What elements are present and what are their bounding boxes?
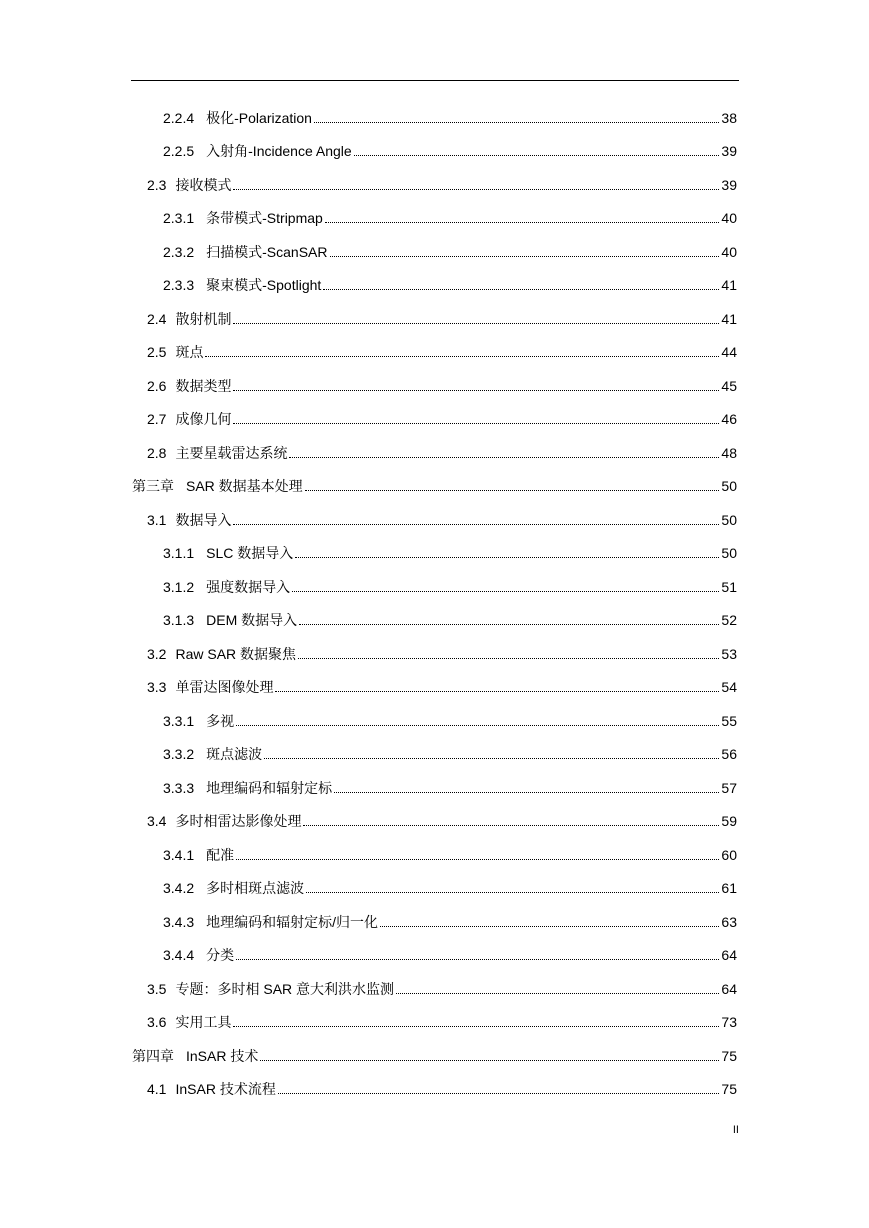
toc-entry[interactable] [132, 470, 737, 504]
toc-entry-number: 2.7 [147, 411, 167, 428]
dot-leader [354, 155, 719, 156]
toc-entry-title: 扫描模式-ScanSAR [206, 243, 328, 260]
toc-entry-number: 3.4 [147, 813, 167, 830]
toc-entry-number: 第四章 [132, 1047, 174, 1064]
toc-entry-page: 53 [721, 645, 737, 662]
toc-entry-page: 48 [721, 444, 737, 461]
toc-entry-title: 入射角-Incidence Angle [206, 143, 352, 160]
toc-entry[interactable] [147, 336, 737, 370]
toc-entry-title: 配准 [206, 846, 235, 863]
dot-leader [233, 524, 719, 525]
toc-entry-number: 2.3.1 [163, 210, 195, 227]
toc-entry[interactable] [163, 235, 737, 269]
toc-entry[interactable] [147, 1073, 737, 1107]
dot-leader [334, 792, 719, 793]
toc-entry-title: 散射机制 [175, 310, 232, 327]
toc-entry-title: 接收模式 [175, 176, 232, 193]
toc-entry-title: 多时相斑点滤波 [206, 880, 305, 897]
toc-entry-number: 3.3 [147, 679, 167, 696]
toc-entry-page: 39 [721, 176, 737, 193]
toc-entry-number: 3.1.1 [163, 545, 195, 562]
toc-entry-number: 3.3.3 [163, 779, 195, 796]
toc-entry-number: 2.6 [147, 377, 167, 394]
toc-entry-title: 斑点滤波 [206, 746, 263, 763]
toc-entry-title: 地理编码和辐射定标/归一化 [206, 913, 379, 930]
toc-entry-page: 64 [721, 947, 737, 964]
toc-entry-page: 50 [721, 545, 737, 562]
toc-entry-title: 极化-Polarization [206, 109, 312, 126]
toc-entry-title: 强度数据导入 [206, 578, 291, 595]
toc-entry[interactable] [163, 570, 737, 604]
dot-leader [289, 457, 719, 458]
toc-entry-page: 73 [721, 1014, 737, 1031]
toc-entry-page: 44 [721, 344, 737, 361]
toc-entry-page: 61 [721, 880, 737, 897]
toc-entry[interactable] [147, 637, 737, 671]
toc-entry[interactable] [147, 369, 737, 403]
toc-entry-page: 75 [721, 1047, 737, 1064]
toc-entry[interactable] [163, 269, 737, 303]
toc-entry[interactable] [147, 972, 737, 1006]
toc-entry-page: 41 [721, 310, 737, 327]
toc-entry-number: 2.8 [147, 444, 167, 461]
toc-entry-number: 3.4.2 [163, 880, 195, 897]
toc-entry-title: InSAR 技术流程 [175, 1081, 276, 1098]
toc-entry[interactable] [132, 1039, 737, 1073]
dot-leader [233, 423, 719, 424]
toc-entry[interactable] [163, 704, 737, 738]
toc-entry[interactable] [163, 872, 737, 906]
toc-entry-title: 单雷达图像处理 [175, 679, 274, 696]
toc-entry[interactable] [163, 101, 737, 135]
dot-leader [314, 122, 719, 123]
toc-entry-number: 3.1.3 [163, 612, 195, 629]
dot-leader [233, 390, 719, 391]
toc-entry-title: 主要星载雷达系统 [175, 444, 288, 461]
toc-entry-number: 2.2.5 [163, 143, 195, 160]
toc-entry-page: 39 [721, 143, 737, 160]
toc-entry-page: 45 [721, 377, 737, 394]
toc-entry[interactable] [147, 436, 737, 470]
toc-entry-page: 63 [721, 913, 737, 930]
dot-leader [396, 993, 719, 994]
toc-entry-page: 55 [721, 712, 737, 729]
toc-entry-title: 数据导入 [175, 511, 232, 528]
toc-entry-title: 聚束模式-Spotlight [206, 277, 322, 294]
toc-entry[interactable] [147, 302, 737, 336]
toc-entry-title: 斑点 [175, 344, 204, 361]
dot-leader [233, 189, 719, 190]
toc-entry[interactable] [163, 537, 737, 571]
toc-entry-title: 实用工具 [175, 1014, 232, 1031]
toc-entry-page: 56 [721, 746, 737, 763]
toc-entry-number: 3.3.2 [163, 746, 195, 763]
toc-entry-number: 3.4.1 [163, 846, 195, 863]
page-number: II [732, 1124, 739, 1136]
toc-entry-number: 3.1.2 [163, 578, 195, 595]
toc-entry-page: 52 [721, 612, 737, 629]
toc-entry-number: 2.3 [147, 176, 167, 193]
toc-entry[interactable] [163, 939, 737, 973]
dot-leader [306, 892, 719, 893]
toc-entry[interactable] [147, 671, 737, 705]
toc-entry-number: 3.4.4 [163, 947, 195, 964]
toc-entry-page: 54 [721, 679, 737, 696]
toc-entry-page: 50 [721, 511, 737, 528]
toc-entry-number: 4.1 [147, 1081, 167, 1098]
toc-entry-number: 2.4 [147, 310, 167, 327]
toc-entry-number: 2.2.4 [163, 109, 195, 126]
toc-entry-title: SLC 数据导入 [206, 545, 294, 562]
toc-entry[interactable] [147, 1006, 737, 1040]
dot-leader [295, 557, 719, 558]
toc-entry-title: 条带模式-Stripmap [206, 210, 323, 227]
toc-entry-page: 64 [721, 980, 737, 997]
toc-entry[interactable] [147, 403, 737, 437]
toc-entry-title: 地理编码和辐射定标 [206, 779, 333, 796]
dot-leader [298, 658, 719, 659]
dot-leader [233, 1026, 719, 1027]
toc-entry[interactable] [147, 168, 737, 202]
toc-entry[interactable] [163, 905, 737, 939]
toc-entry-page: 41 [721, 277, 737, 294]
toc-entry-title: DEM 数据导入 [206, 612, 298, 629]
toc-entry-title: InSAR 技术 [186, 1047, 259, 1064]
dot-leader [205, 356, 719, 357]
toc-entry-number: 3.1 [147, 511, 167, 528]
dot-leader [236, 959, 719, 960]
toc-entry-number: 3.6 [147, 1014, 167, 1031]
dot-leader [303, 825, 719, 826]
toc-entry-page: 46 [721, 411, 737, 428]
toc-entry[interactable] [163, 738, 737, 772]
dot-leader [325, 222, 719, 223]
header-rule [131, 80, 739, 81]
toc-entry-number: 第三章 [132, 478, 174, 495]
toc-entry-title: 成像几何 [175, 411, 232, 428]
toc-entry-number: 2.5 [147, 344, 167, 361]
dot-leader [299, 624, 719, 625]
toc-entry-number: 3.4.3 [163, 913, 195, 930]
dot-leader [292, 591, 719, 592]
dot-leader [380, 926, 719, 927]
dot-leader [233, 323, 719, 324]
toc-entry[interactable] [163, 135, 737, 169]
toc-entry-title: 多时相雷达影像处理 [175, 813, 302, 830]
toc-entry[interactable] [163, 838, 737, 872]
toc-entry-page: 60 [721, 846, 737, 863]
toc-entry[interactable] [147, 805, 737, 839]
toc-entry-page: 40 [721, 210, 737, 227]
toc-entry-title: 分类 [206, 947, 235, 964]
toc-entry-number: 2.3.2 [163, 243, 195, 260]
toc-entry-number: 3.3.1 [163, 712, 195, 729]
dot-leader [330, 256, 720, 257]
toc-entry-page: 59 [721, 813, 737, 830]
toc-entry-page: 57 [721, 779, 737, 796]
toc-entry-number: 3.5 [147, 980, 167, 997]
toc-entry-page: 38 [721, 109, 737, 126]
toc-entry-page: 51 [721, 578, 737, 595]
dot-leader [278, 1093, 719, 1094]
toc-entry-title: SAR 数据基本处理 [186, 478, 303, 495]
dot-leader [260, 1060, 719, 1061]
toc-entry-title: 多视 [206, 712, 235, 729]
toc-entry[interactable] [147, 503, 737, 537]
toc-entry[interactable] [163, 202, 737, 236]
toc-entry[interactable] [163, 771, 737, 805]
dot-leader [236, 725, 719, 726]
dot-leader [323, 289, 719, 290]
toc-entry-title: Raw SAR 数据聚焦 [175, 645, 297, 662]
toc-entry-title: 专题：多时相 SAR 意大利洪水监测 [175, 980, 395, 997]
dot-leader [275, 691, 719, 692]
toc-entry-page: 75 [721, 1081, 737, 1098]
dot-leader [264, 758, 719, 759]
toc-entry[interactable] [163, 604, 737, 638]
dot-leader [305, 490, 719, 491]
toc-entry-title: 数据类型 [175, 377, 232, 394]
toc-entry-page: 40 [721, 243, 737, 260]
dot-leader [236, 859, 719, 860]
toc-entry-number: 2.3.3 [163, 277, 195, 294]
toc-entry-number: 3.2 [147, 645, 167, 662]
toc-entry-page: 50 [721, 478, 737, 495]
